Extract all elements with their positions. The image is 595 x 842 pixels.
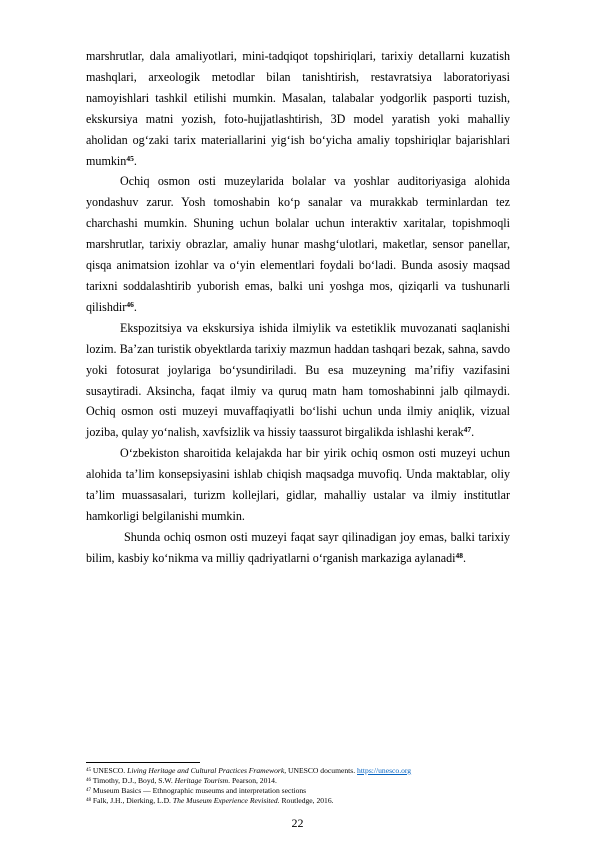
paragraph-4: O‘zbekiston sharoitida kelajakda har bir yirik ochiq osmon osti muzeyi uchun alohida ta’lim konsepsiyasini ishlab chiqish maqsadga muvofiq. Unda maktablar, oliy ta’lim muassasalari, turizm kollejlari, gidlar, mahalliy ustalar va ilmiy institutlar hamkorligi belgilanishi mumkin. bbox=[86, 446, 510, 523]
footnote-47: $^{47}$ Museum Basics — Ethnographic museums and interpretation sections bbox=[86, 785, 307, 795]
page-number: 22 bbox=[291, 816, 304, 830]
footnote-48: $^{48}$ Falk, J.H., Dierking, L.D. The Museum Experience Revisited. Routledge, 2016. bbox=[86, 795, 334, 805]
footnote-separator bbox=[86, 762, 200, 763]
footnote-ref-48[interactable]: 48 bbox=[455, 550, 464, 560]
unesco-link[interactable]: https://unesco.org bbox=[357, 766, 412, 775]
footnote-ref-45[interactable]: 45 bbox=[126, 153, 134, 163]
paragraph-1: marshrutlar, dala amaliyotlari, mini-tadqiqot topshiriqlari, tarixiy detallarni kuzatish mashqlari, arxeologik metodlar bilan tanishtirish, restavratsiya laboratoriyasi namoyishlari tashkil etilishi mumkin. Masalan, talabalar yodgorlik pasporti tuzish, ekskursiya matni yozish, foto-hujjatlashtirish, 3D model yaratish yoki mahalliy aholidan og‘zaki tarix materiallarini yig‘ish bo‘yicha amaliy topshiriqlar bajarishlari mumkin$^{45}$. bbox=[86, 49, 510, 168]
footnote-ref-46[interactable]: 46 bbox=[126, 299, 134, 309]
footnotes bbox=[86, 766, 526, 806]
paragraph-2: Ochiq osmon osti muzeylarida bolalar va yoshlar auditoriyasiga alohida yondashuv zarur. Yosh tomoshabin ko‘p sanalar va murakkab terminlardan tez charchashi mumkin. Shuning uchun bolalar uchun interaktiv xaritalar, topishmoqli marshrutlar, tarixiy obrazlar, amaliy hunar mashg‘ulotlari, maketlar, sensor panellar, qisqa animatsion izohlar va o‘yin elementlari foydali bo‘ladi. Bunda asosiy maqsad tarixni soddalashtirib yuborish emas, balki uni yoshga mos, qiziqarli va tushunarli qilishdir$^{46}$. bbox=[86, 174, 510, 314]
footnote-ref-47[interactable]: 47 bbox=[463, 425, 472, 435]
footnote-45: $^{45}$ UNESCO. Living Heritage and Cultural Practices Framework, UNESCO documents. https://unesco.org bbox=[86, 766, 412, 775]
footnote-46: $^{46}$ Timothy, D.J., Boyd, S.W. Heritage Tourism. Pearson, 2014. bbox=[86, 775, 277, 785]
paragraph-3: Ekspozitsiya va ekskursiya ishida ilmiylik va estetiklik muvozanati saqlanishi lozim. Ba’zan turistik obyektlarda tarixiy mazmun haddan tashqari bezak, sahna, savdo yoki fotosurat joylariga bo‘ysundiriladi. Bu esa muzeyning ma’rifiy vazifasini susaytiradi. Aksincha, faqat ilmiy va quruq matn ham tomoshabinni jalb qilmaydi. Ochiq osmon osti muzeyi muvaffaqiyatli bo‘lishi uchun unda ilmiy aniqlik, vizual joziba, qulay yo‘nalish, xavfsizlik va hissiy taassurot birgalikda ishlashi kerak$^{47}$. bbox=[86, 320, 510, 440]
body-text bbox=[86, 46, 510, 569]
paragraph-5: Shunda ochiq osmon osti muzeyi faqat sayr qilinadigan joy emas, balki tarixiy bilim, kasbiy ko‘nikma va milliy qadriyatlarni o‘rganish markaziga aylanadi$^{48}$. bbox=[86, 529, 510, 565]
